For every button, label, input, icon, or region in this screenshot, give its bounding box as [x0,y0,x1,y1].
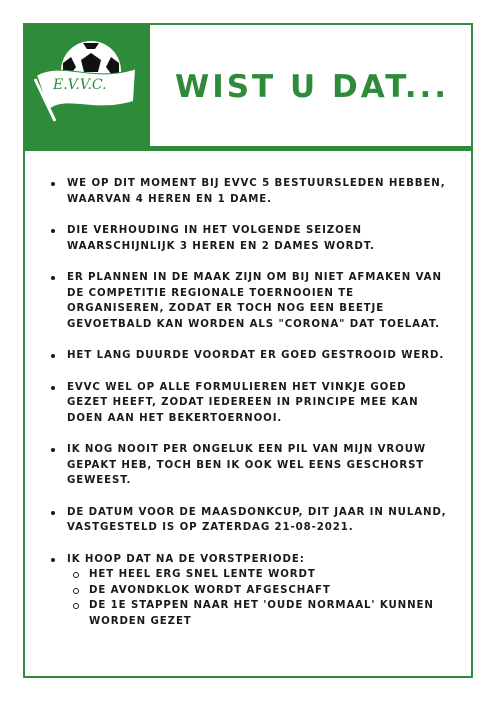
list-item-with-sublist [47,552,447,630]
facts-list [47,176,447,629]
header [23,23,473,150]
list-item: HET LANG DUURDE VOORDAT ER GOED GESTROOID WERD. [47,348,447,364]
list-item-text: IK HOOP DAT NA DE VORSTPERIODE: [67,553,305,565]
evvc-logo [23,23,150,150]
list-item: WE OP DIT MOMENT BIJ EVVC 5 BESTUURSLEDEN HEBBEN, WAARVAN 4 HEREN EN 1 DAME. [47,176,447,207]
list-item: DE DATUM VOOR DE MAASDONKCUP, DIT JAAR IN NULAND, VASTGESTELD IS OP ZATERDAG 21-08-2021. [47,505,447,536]
sub-list-item: DE 1E STAPPEN NAAR HET 'OUDE NORMAAL' KUNNEN WORDEN GEZET [85,598,447,629]
list-item: EVVC WEL OP ALLE FORMULIEREN HET VINKJE GOED GEZET HEEFT, ZODAT IEDEREEN IN PRINCIPE MEE KAN DOEN AAN HET BEKERTOERNOOI. [47,380,447,427]
page-title: WIST U DAT... [175,69,450,105]
facts-list-container [47,176,447,645]
sub-list-item: HET HEEL ERG SNEL LENTE WORDT [85,567,447,583]
sub-list-item: DE AVONDKLOK WORDT AFGESCHAFT [85,583,447,599]
list-item: DIE VERHOUDING IN HET VOLGENDE SEIZOEN WAARSCHIJNLIJK 3 HEREN EN 2 DAMES WORDT. [47,223,447,254]
sub-list [67,567,447,629]
logo-text: E.V.V.C. [53,77,107,93]
header-divider [23,146,473,151]
list-item: IK NOG NOOIT PER ONGELUK EEN PIL VAN MIJN VROUW GEPAKT HEB, TOCH BEN IK OOK WEL EENS GESCHORST GEWEEST. [47,442,447,489]
list-item: ER PLANNEN IN DE MAAK ZIJN OM BIJ NIET AFMAKEN VAN DE COMPETITIE REGIONALE TOERNOOIEN TE ORGANISEREN, ZODAT ER TOCH NOG EEN BEETJE GEVOETBALD KAN WORDEN ALS "CORONA" DAT TOELAAT. [47,270,447,332]
